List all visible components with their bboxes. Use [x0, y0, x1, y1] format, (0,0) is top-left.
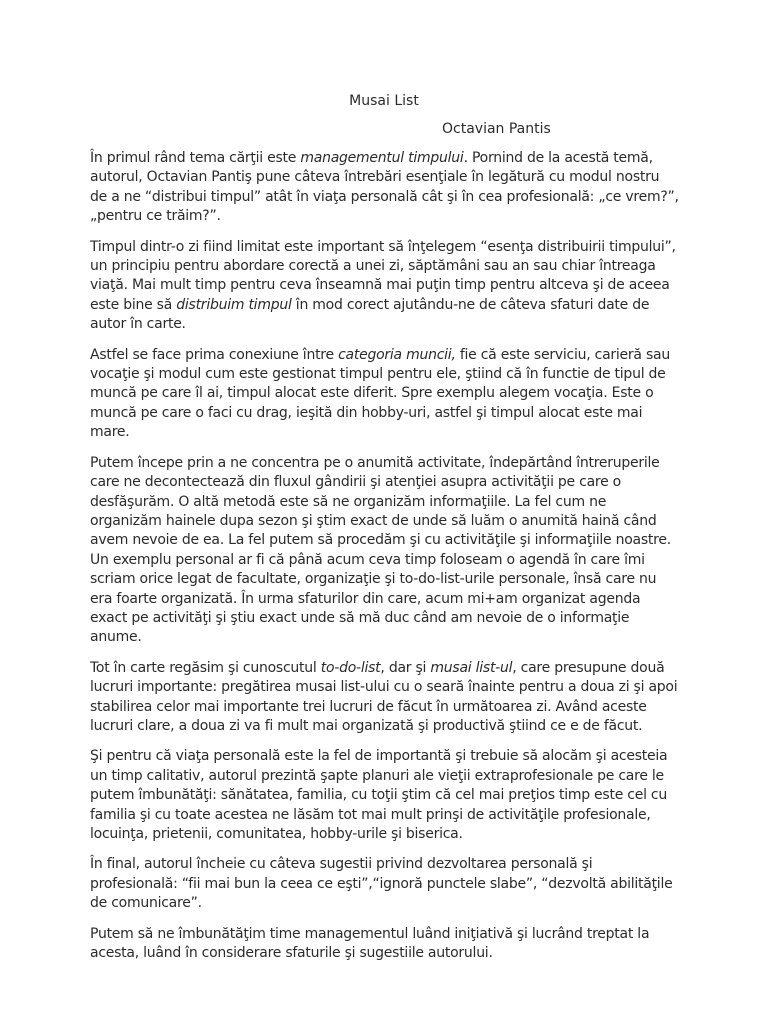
- text-run: Timpul dintr-o zi fiind limitat este important să înţelegem “esenţa distribuirii timpului”, un principiu pentru abordare corectă a unei zi, săptămâni sau an sau chiar întreaga viaţă. Mai mult timp pentru ceva înseamnă mai puţin timp pentru altceva şi de aceea este bine să: [90, 238, 676, 313]
- text-run: fie că este serviciu, carieră sau vocaţie şi modul cum este gestionat timpul pentru ele, ştiind că în functie de tipul de muncă pe care îl ai, timpul alocat este diferit. Spre exemplu alegem vocaţia. Este o muncă pe care o faci cu drag, ieşită din hobby-uri, astfel şi timpul alocat este mai mare.: [90, 346, 670, 441]
- text-run: Putem să ne îmbunătăţim time managementul luând iniţiativă şi lucrând treptat la acesta, luând în considerare sfaturile şi sugestiile autorului.: [90, 925, 650, 962]
- text-run: Tot în carte regăsim şi cunoscutul: [90, 659, 321, 676]
- document-author: Octavian Pantis: [442, 121, 551, 137]
- italic-phrase: to-do-list: [320, 659, 381, 676]
- text-run: Şi pentru că viaţa personală este la fel de importantă şi trebuie să alocăm şi acesteia un timp calitativ, autorul prezintă şapte planuri ale vieţii extraprofesionale pe care le putem îmbunătăţi: sănătatea, familia, cu toţii ştim că cel mai preţios timp este cel cu familia şi cu toate acestea ne lăsăm tot mai mult prinşi de activităţile profesionale, locuinţa, prietenii, comunitatea, hobby-urile şi biserica.: [90, 748, 668, 842]
- text-run: în mod corect ajutându-ne de câteva sfaturi date de autor în carte.: [90, 296, 650, 333]
- text-run: . Pornind de la acestă temă, autorul, Octavian Pantiş pune câteva întrebări esenţiale în legătură cu modul nostru de a ne “distribui timpul” atât în viaţa personală cât şi în cea profesională: „ce vrem?”, „pentru ce trăim?”.: [90, 150, 679, 225]
- paragraph-5: [90, 659, 680, 737]
- paragraph-1: [90, 149, 680, 227]
- text-run: În primul rând tema cărţii este: [90, 150, 301, 166]
- paragraph-3: [90, 346, 680, 443]
- document-body: [90, 149, 680, 974]
- paragraph-7: [90, 855, 680, 913]
- text-run: În final, autorul încheie cu câteva sugestii privind dezvoltarea personală şi profesională: “fii mai bun la ceea ce eşti”,“ignoră punctele slabe”, “dezvoltă abilităţile de comunicare”.: [90, 856, 673, 912]
- italic-phrase: distribuim timpul: [176, 296, 292, 313]
- paragraph-2: [90, 238, 680, 335]
- text-run: , care presupune două lucruri importante: pregătirea musai list-ului cu o seară înainte pentru a doua zi şi apoi stabilirea celor mai importante trei lucruri de făcut în următoarea zi. Având aceste lucruri clare, a doua zi va fi mult mai organizată şi productivă ştiind ce e de făcut.: [90, 659, 678, 734]
- text-run: Putem începe prin a ne concentra pe o anumită activitate, îndepărtând întreruperile care ne decontectează din fluxul gândirii şi atenţiei asupra activităţii pe care o desfăşurăm. O altă metodă este să ne organizăm informaţiile. La fel cum ne organizăm hainele dupa sezon şi ştim exact de unde să luăm o anumită haină când avem nevoie de ea. La fel putem să procedăm şi cu activităţile şi informaţiile noastre. Un exemplu personal ar fi că până acum ceva timp foloseam o agendă în care îmi scriam orice legat de facultate, organizaţie şi to-do-list-urile personale, însă care nu era foarte organizată. În urma sfaturilor din care, acum mi+am organizat agenda exact pe activităţi şi ştiu exact unde să mă duc când am nevoie de o informaţie anume.: [90, 454, 671, 646]
- document-title: Musai List: [349, 93, 419, 109]
- italic-phrase: musai list-ul: [430, 659, 513, 676]
- paragraph-4: [90, 454, 680, 648]
- text-run: Astfel se face prima conexiune între: [90, 346, 339, 363]
- paragraph-6: [90, 747, 680, 844]
- italic-phrase: managementul timpului: [300, 150, 464, 166]
- text-run: , dar şi: [380, 659, 431, 676]
- italic-phrase: categoria muncii,: [338, 346, 456, 363]
- paragraph-8: [90, 925, 680, 964]
